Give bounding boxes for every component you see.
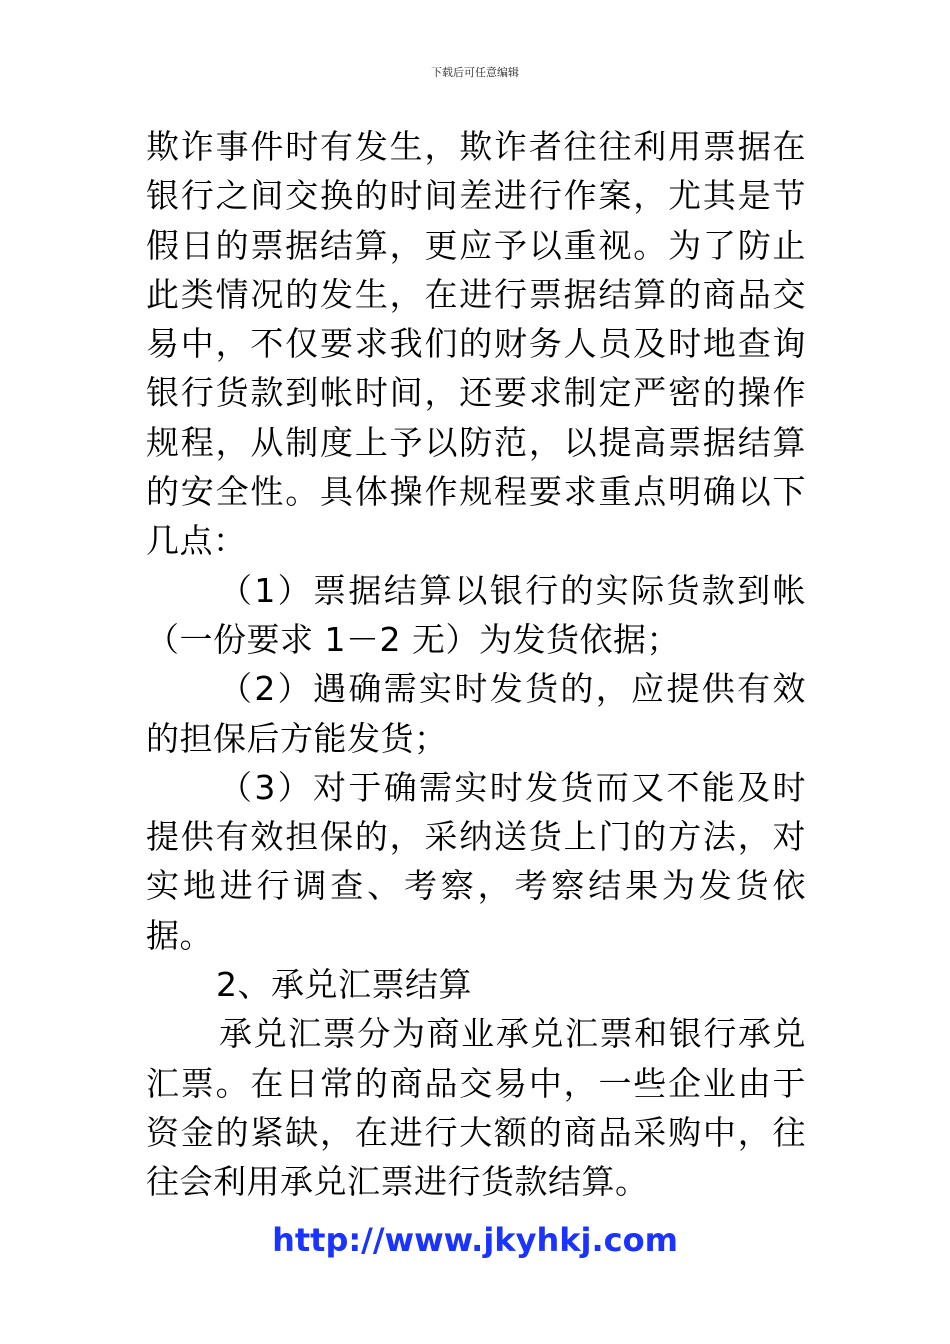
paragraph-fraud-intro: 欺诈事件时有发生，欺诈者往往利用票据在银行之间交换的时间差进行作案，尤其是节假日的票据结算，更应予以重视。为了防止此类情况的发生，在进行票据结算的商品交易中，不仅要求我们的财务人员及时地查询银行货款到帐时间，还要求制定严密的操作规程，从制度上予以防范，以提高票据结算的安全性。具体操作规程要求重点明确以下几点：: [146, 127, 806, 561]
paragraph-acceptance-bill: 承兑汇票分为商业承兑汇票和银行承兑汇票。在日常的商品交易中，一些企业由于资金的紧缺，在进行大额的商品采购中，往往会利用承兑汇票进行货款结算。: [146, 1014, 806, 1202]
paragraph-rule-3: （3）对于确需实时发货而又不能及时提供有效担保的，采纳送货上门的方法，对实地进行调查、考察，考察结果为发货依据。: [146, 767, 806, 955]
paragraph-rule-2: （2）遇确需实时发货的，应提供有效的担保后方能发货；: [146, 669, 806, 758]
footer-website-link[interactable]: http://www.jkyhkj.com: [272, 1221, 678, 1259]
paragraph-rule-1: （1）票据结算以银行的实际货款到帐（一份要求 1－2 无）为发货依据；: [146, 570, 806, 659]
document-body: [146, 122, 806, 1207]
page-header: 下载后可任意编辑: [431, 66, 519, 79]
section-heading: 2、承兑汇票结算: [216, 965, 472, 1005]
